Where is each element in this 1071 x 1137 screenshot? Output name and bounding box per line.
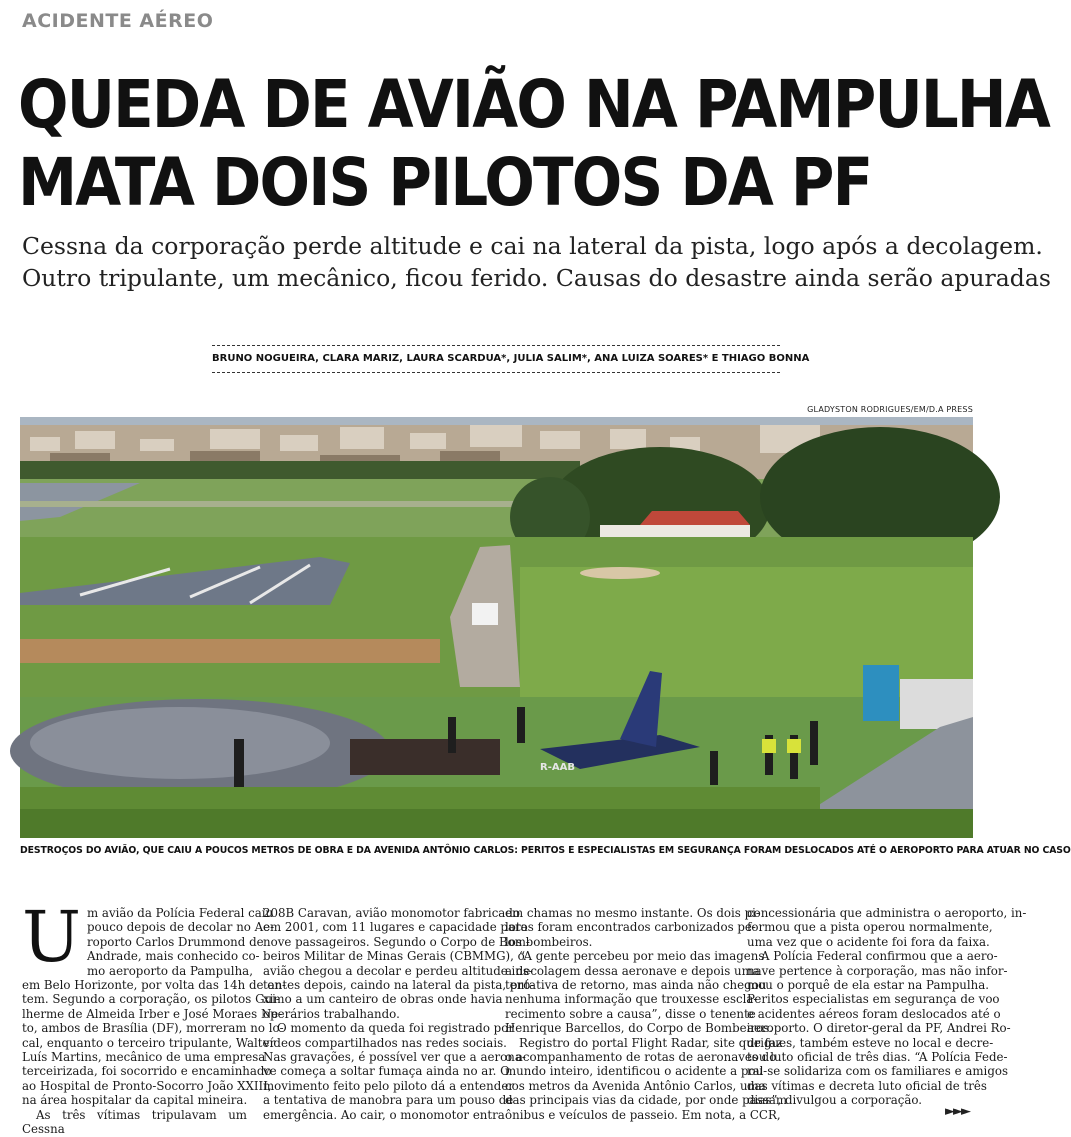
article-paragraph	[505, 1035, 788, 1122]
text-line: emergência. Ao cair, o monomotor entra	[263, 1107, 505, 1122]
text-line: Peritos especialistas em segurança de voo	[747, 992, 1000, 1007]
text-line: em Belo Horizonte, por volta das 14h de on-	[22, 978, 286, 993]
text-line: Nas gravações, é possível ver que a aerona-	[263, 1050, 526, 1065]
text-line: nenhuma informação que trouxesse escla-	[505, 992, 758, 1007]
text-line: lotos foram encontrados carbonizados pe-	[505, 920, 756, 935]
article-column-4	[747, 906, 1027, 1108]
text-line: dias”, divulgou a corporação.	[747, 1093, 923, 1108]
text-line: cos metros da Avenida Antônio Carlos, uma	[505, 1078, 766, 1093]
text-line: terceirizada, foi socorrido e encaminhado	[22, 1064, 272, 1079]
text-line: ve começa a soltar fumaça ainda no ar. O	[263, 1064, 510, 1079]
subheadline-line-2: Outro tripulante, um mecânico, ficou ferido. Causas do desastre ainda serão apuradas	[22, 264, 1051, 292]
text-line: los bombeiros.	[505, 934, 593, 949]
text-line: Luís Martins, mecânico de uma empresa	[22, 1050, 266, 1065]
text-line: nave pertence à corporação, mas não infor-	[747, 963, 1008, 978]
text-line: tentativa de retorno, mas ainda não chegou	[505, 978, 767, 993]
text-line: Registro do portal Flight Radar, site que faz	[519, 1035, 783, 1050]
headline-line-1: QUEDA DE AVIÃO NA PAMPULHA	[18, 66, 1050, 143]
article-paragraph	[747, 906, 1027, 949]
text-line: mundo inteiro, identificou o acidente a pou-	[505, 1064, 768, 1079]
text-line: ximo a um canteiro de obras onde havia	[263, 992, 503, 1007]
article-paragraph	[747, 949, 1011, 1108]
text-line: mou o porquê de ela estar na Pampulha.	[747, 978, 989, 993]
headline	[18, 66, 1050, 222]
article-paragraph	[505, 906, 760, 949]
article-column-1	[22, 896, 286, 1137]
article-paragraph	[263, 1021, 526, 1122]
text-line: As três vítimas tripulavam um Cessna	[22, 1107, 247, 1137]
text-line: A Polícia Federal confirmou que a aero-	[761, 949, 998, 964]
text-line: aeroporto. O diretor-geral da PF, Andrei Ro-	[747, 1021, 1011, 1036]
text-line: drigues, também esteve no local e decre-	[747, 1035, 994, 1050]
text-line: cal, enquanto o terceiro tripulante, Walter	[22, 1035, 276, 1050]
article-paragraph	[505, 949, 773, 1036]
text-line: nove passageiros. Segundo o Corpo de Bom-	[263, 934, 530, 949]
continue-arrows-icon: ►►►	[945, 1104, 969, 1119]
text-line: das vítimas e decreta luto oficial de três	[747, 1078, 987, 1093]
text-line: recimento sobre a causa”, disse o tenente	[505, 1006, 756, 1021]
article-column-2	[263, 906, 535, 1122]
text-line: mo aeroporto da Pampulha,	[87, 963, 253, 978]
text-line: movimento feito pelo piloto dá a entender	[263, 1078, 514, 1093]
article-paragraph	[22, 1108, 247, 1137]
article-paragraph	[22, 896, 286, 1108]
text-line: Henrique Barcellos, do Corpo de Bombeiros.	[505, 1021, 773, 1036]
text-line: pouco depois de decolar no Ae-	[87, 920, 275, 935]
subheadline-line-1: Cessna da corporação perde altitude e cai na lateral da pista, logo após a decolagem.	[22, 232, 1043, 260]
text-line: m avião da Polícia Federal caiu	[87, 906, 274, 920]
text-line: 208B Caravan, avião monomotor fabricado	[263, 906, 520, 920]
text-line: O momento da queda foi registrado por	[277, 1021, 514, 1036]
text-line: em 2001, com 11 lugares e capacidade para	[263, 920, 528, 935]
crash-site-photo	[20, 417, 973, 838]
text-line: ao Hospital de Pronto-Socorro João XXIII,	[22, 1078, 272, 1093]
text-line: ral se solidariza com os familiares e amigos	[747, 1064, 1009, 1079]
text-line: tantes depois, caindo na lateral da pista, pró-	[263, 978, 535, 993]
photo-caption: DESTROÇOS DO AVIÃO, QUE CAIU A POUCOS METROS DE OBRA E DA AVENIDA ANTÔNIO CARLOS: PERITOS E ESPECIALISTAS EM SEGURANÇA FORAM DESLOCADOS ATÉ O AEROPORTO PARA ATUAR NO CASO	[20, 845, 1071, 856]
text-line: o acompanhamento de rotas de aeronaves do	[505, 1050, 777, 1065]
section-kicker: ACIDENTE AÉREO	[22, 10, 214, 32]
text-line: tem. Segundo a corporação, os pilotos Gui-	[22, 992, 280, 1007]
text-line: a decolagem dessa aeronave e depois uma	[505, 963, 760, 978]
subheadline	[22, 230, 1051, 294]
text-line: a tentativa de manobra para um pouso de	[263, 1093, 514, 1108]
text-line: concessionária que administra o aeroporto, in-	[747, 906, 1027, 920]
text-line: “A gente percebeu por meio das imagens	[519, 949, 765, 964]
text-line: to, ambos de Brasília (DF), morreram no lo-	[22, 1021, 284, 1036]
drop-cap: U	[22, 896, 81, 978]
byline: BRUNO NOGUEIRA, CLARA MARIZ, LAURA SCARDUA*, JULIA SALIM*, ANA LUIZA SOARES* E THIAGO BONNA	[212, 345, 780, 373]
photo-credit: GLADYSTON RODRIGUES/EM/D.A PRESS	[807, 405, 973, 414]
text-line: na área hospitalar da capital mineira.	[22, 1093, 248, 1108]
text-line: lherme de Almeida Irber e José Moraes Ne-	[22, 1006, 283, 1021]
article-column-3	[505, 906, 788, 1122]
text-line: uma vez que o acidente foi fora da faixa.	[747, 934, 990, 949]
text-line: e acidentes aéreos foram deslocados até o	[747, 1006, 1001, 1021]
text-line: Andrade, mais conhecido co-	[87, 949, 260, 964]
text-line: beiros Militar de Minas Gerais (CBMMG), o	[263, 949, 525, 964]
crash-site-illustration	[20, 417, 973, 838]
text-line: das principais vias da cidade, por onde passam	[505, 1093, 788, 1108]
tail-registration: R-AAB	[540, 762, 575, 773]
text-line: vídeos compartilhados nas redes sociais.	[263, 1035, 507, 1050]
headline-line-2: MATA DOIS PILOTOS DA PF	[18, 144, 872, 221]
text-line: roporto Carlos Drummond de	[87, 934, 264, 949]
text-line: operários trabalhando.	[263, 1006, 400, 1021]
text-line: em chamas no mesmo instante. Os dois pi-	[505, 906, 760, 920]
text-line: ônibus e veículos de passeio. Em nota, a CCR,	[505, 1107, 781, 1122]
text-line: formou que a pista operou normalmente,	[747, 920, 993, 935]
article-paragraph	[263, 906, 535, 1021]
text-line: tou luto oficial de três dias. “A Polícia Fede-	[747, 1050, 1008, 1065]
text-line: avião chegou a decolar e perdeu altitude ins-	[263, 963, 533, 978]
